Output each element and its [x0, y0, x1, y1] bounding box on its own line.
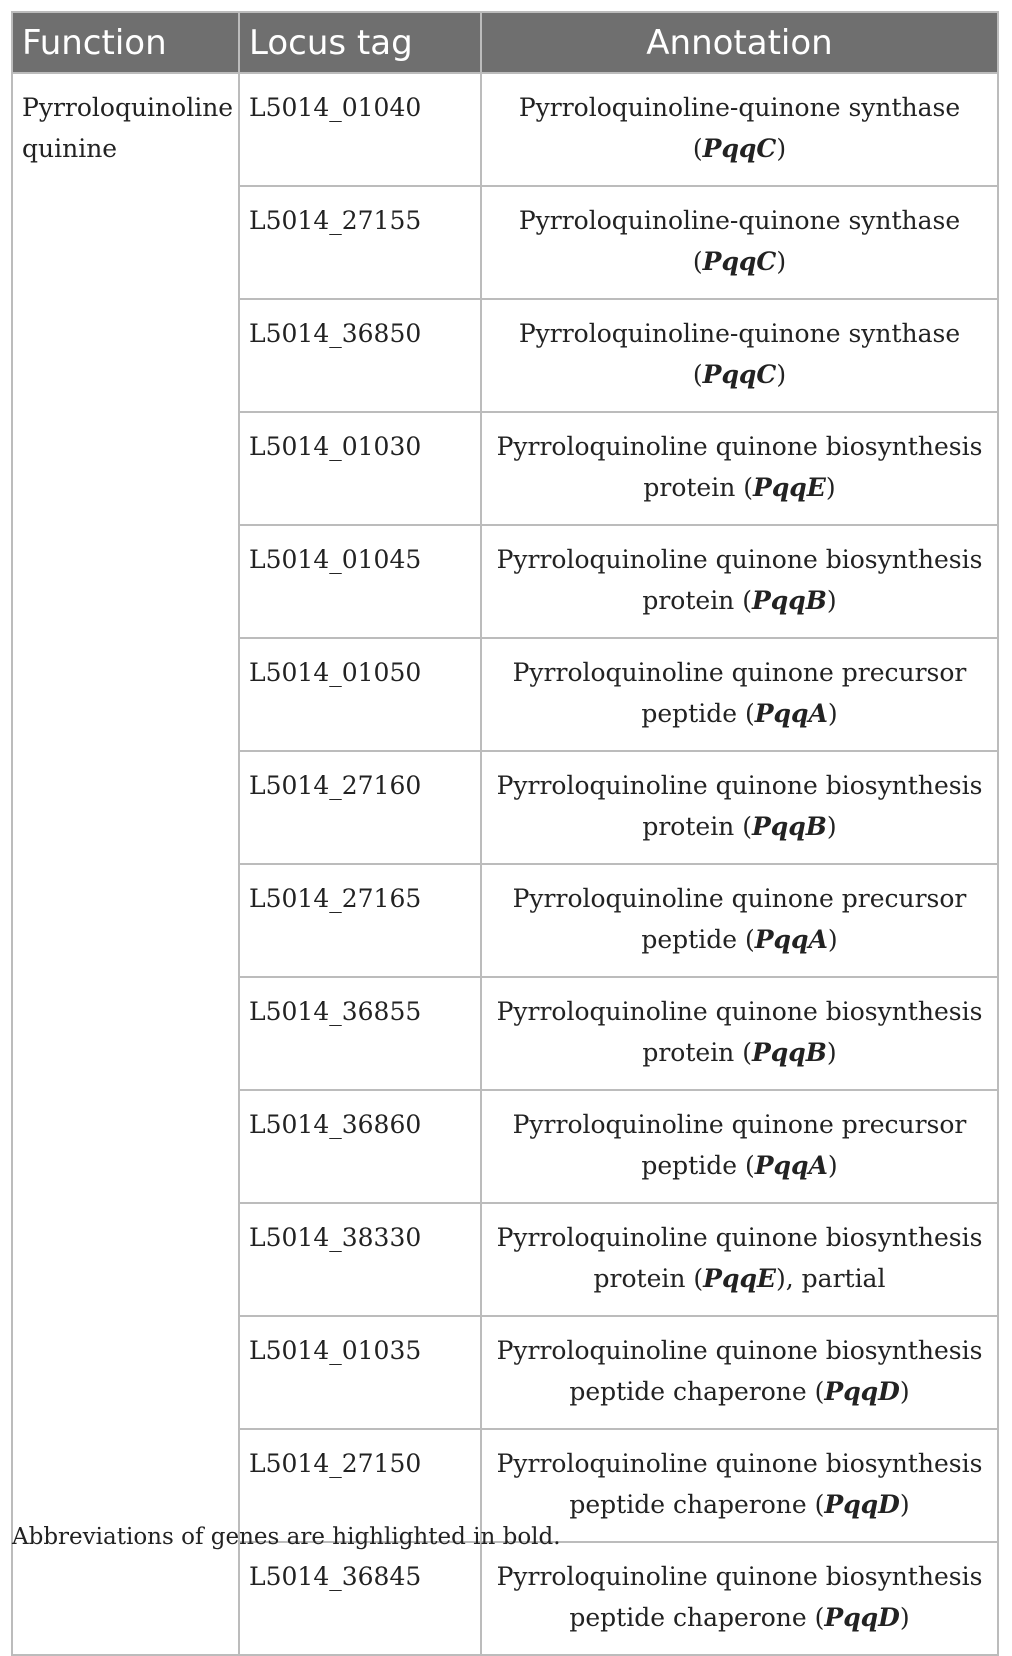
locus-tag-cell	[239, 864, 481, 977]
function-cell: Pyrroloquinoline quinine	[12, 73, 239, 1655]
annotation-cell	[481, 977, 998, 1090]
locus-tag-cell	[239, 638, 481, 751]
locus-tag: L5014_27150	[249, 1449, 422, 1478]
annotation-cell	[481, 638, 998, 751]
gene-abbreviation: PqqE	[753, 473, 826, 502]
col-header-annotation: Annotation	[481, 12, 998, 73]
locus-tag-cell	[239, 1316, 481, 1429]
locus-tag: L5014_01050	[249, 658, 422, 687]
locus-tag: L5014_27155	[249, 206, 422, 235]
annotation-cell	[481, 73, 998, 186]
annotation-cell	[481, 1542, 998, 1655]
table-row	[12, 73, 998, 186]
annotation-cell	[481, 412, 998, 525]
annotation-line: Pyrroloquinoline quinone precursor	[512, 884, 967, 913]
annotation-prefix: protein	[642, 812, 743, 841]
gene-abbreviation: PqqA	[754, 925, 828, 954]
annotation-cell	[481, 864, 998, 977]
annotation-cell	[481, 525, 998, 638]
annotation-line-2: peptide (PqqA)	[641, 699, 838, 728]
annotation-line: Pyrroloquinoline quinone precursor	[512, 1110, 967, 1139]
locus-tag: L5014_36845	[249, 1562, 422, 1591]
locus-tag-cell	[239, 412, 481, 525]
annotation-line-2: protein (PqqE)	[643, 473, 836, 502]
gene-abbreviation: PqqD	[824, 1377, 900, 1406]
annotation-line-2: peptide chaperone (PqqD)	[569, 1603, 910, 1632]
annotation-line-2: protein (PqqB)	[642, 812, 837, 841]
annotation-cell	[481, 1203, 998, 1316]
col-header-locus-tag: Locus tag	[239, 12, 481, 73]
gene-abbreviation: PqqD	[824, 1490, 900, 1519]
gene-abbreviation: PqqA	[754, 699, 828, 728]
annotation-line: Pyrroloquinoline-quinone synthase	[518, 93, 961, 122]
annotation-line: Pyrroloquinoline-quinone synthase	[518, 206, 961, 235]
annotation-prefix: peptide	[641, 1151, 745, 1180]
annotation-prefix: peptide	[641, 925, 745, 954]
col-header-function: Function	[12, 12, 239, 73]
annotation-line-2: peptide chaperone (PqqD)	[569, 1490, 910, 1519]
locus-tag: L5014_01030	[249, 432, 422, 461]
annotation-line-2: peptide (PqqA)	[641, 925, 838, 954]
annotation-cell	[481, 1316, 998, 1429]
gene-abbreviation: PqqB	[752, 586, 827, 615]
annotation-line: Pyrroloquinoline quinone biosynthesis	[496, 1336, 983, 1365]
annotation-line-2: (PqqC)	[692, 134, 787, 163]
gene-table	[11, 11, 999, 1656]
gene-abbreviation: PqqA	[754, 1151, 828, 1180]
annotation-cell	[481, 751, 998, 864]
annotation-cell	[481, 299, 998, 412]
annotation-suffix: , partial	[785, 1264, 886, 1293]
gene-abbreviation: PqqD	[824, 1603, 900, 1632]
annotation-line: Pyrroloquinoline quinone biosynthesis	[496, 432, 983, 461]
annotation-prefix: peptide	[641, 699, 745, 728]
gene-abbreviation: PqqC	[702, 134, 777, 163]
annotation-line-2: peptide (PqqA)	[641, 1151, 838, 1180]
locus-tag-cell	[239, 73, 481, 186]
locus-tag-cell	[239, 751, 481, 864]
gene-abbreviation: PqqB	[752, 1038, 827, 1067]
annotation-prefix: protein	[642, 1038, 743, 1067]
locus-tag: L5014_01045	[249, 545, 422, 574]
table-footnote: Abbreviations of genes are highlighted in bold.	[12, 1524, 561, 1550]
annotation-line-2: (PqqC)	[692, 360, 787, 389]
annotation-line-2: protein (PqqE), partial	[593, 1264, 886, 1293]
locus-tag: L5014_36860	[249, 1110, 422, 1139]
annotation-line-2: protein (PqqB)	[642, 1038, 837, 1067]
locus-tag-cell	[239, 1203, 481, 1316]
annotation-cell	[481, 186, 998, 299]
locus-tag-cell	[239, 525, 481, 638]
annotation-cell	[481, 1090, 998, 1203]
annotation-line-2: (PqqC)	[692, 247, 787, 276]
locus-tag: L5014_01035	[249, 1336, 422, 1365]
annotation-prefix: peptide chaperone	[569, 1490, 815, 1519]
locus-tag-cell	[239, 1090, 481, 1203]
annotation-line: Pyrroloquinoline quinone biosynthesis	[496, 1562, 983, 1591]
annotation-line: Pyrroloquinoline quinone biosynthesis	[496, 1449, 983, 1478]
locus-tag-cell	[239, 299, 481, 412]
annotation-line: Pyrroloquinoline quinone biosynthesis	[496, 997, 983, 1026]
locus-tag: L5014_27160	[249, 771, 422, 800]
annotation-line-2: peptide chaperone (PqqD)	[569, 1377, 910, 1406]
gene-abbreviation: PqqC	[702, 247, 777, 276]
gene-abbreviation: PqqC	[702, 360, 777, 389]
locus-tag-cell	[239, 977, 481, 1090]
locus-tag: L5014_38330	[249, 1223, 422, 1252]
locus-tag: L5014_01040	[249, 93, 422, 122]
locus-tag-cell	[239, 186, 481, 299]
gene-abbreviation: PqqE	[703, 1264, 776, 1293]
locus-tag: L5014_36850	[249, 319, 422, 348]
annotation-prefix: peptide chaperone	[569, 1603, 815, 1632]
locus-tag: L5014_27165	[249, 884, 422, 913]
annotation-line-2: protein (PqqB)	[642, 586, 837, 615]
annotation-line: Pyrroloquinoline quinone biosynthesis	[496, 1223, 983, 1252]
locus-tag: L5014_36855	[249, 997, 422, 1026]
annotation-prefix: protein	[593, 1264, 694, 1293]
table-body	[12, 73, 998, 1655]
annotation-line: Pyrroloquinoline-quinone synthase	[518, 319, 961, 348]
annotation-prefix: protein	[642, 586, 743, 615]
annotation-line: Pyrroloquinoline quinone precursor	[512, 658, 967, 687]
table-header-row	[12, 12, 998, 73]
annotation-line: Pyrroloquinoline quinone biosynthesis	[496, 771, 983, 800]
gene-abbreviation: PqqB	[752, 812, 827, 841]
annotation-prefix: peptide chaperone	[569, 1377, 815, 1406]
annotation-prefix: protein	[643, 473, 744, 502]
locus-tag-cell	[239, 1542, 481, 1655]
annotation-line: Pyrroloquinoline quinone biosynthesis	[496, 545, 983, 574]
